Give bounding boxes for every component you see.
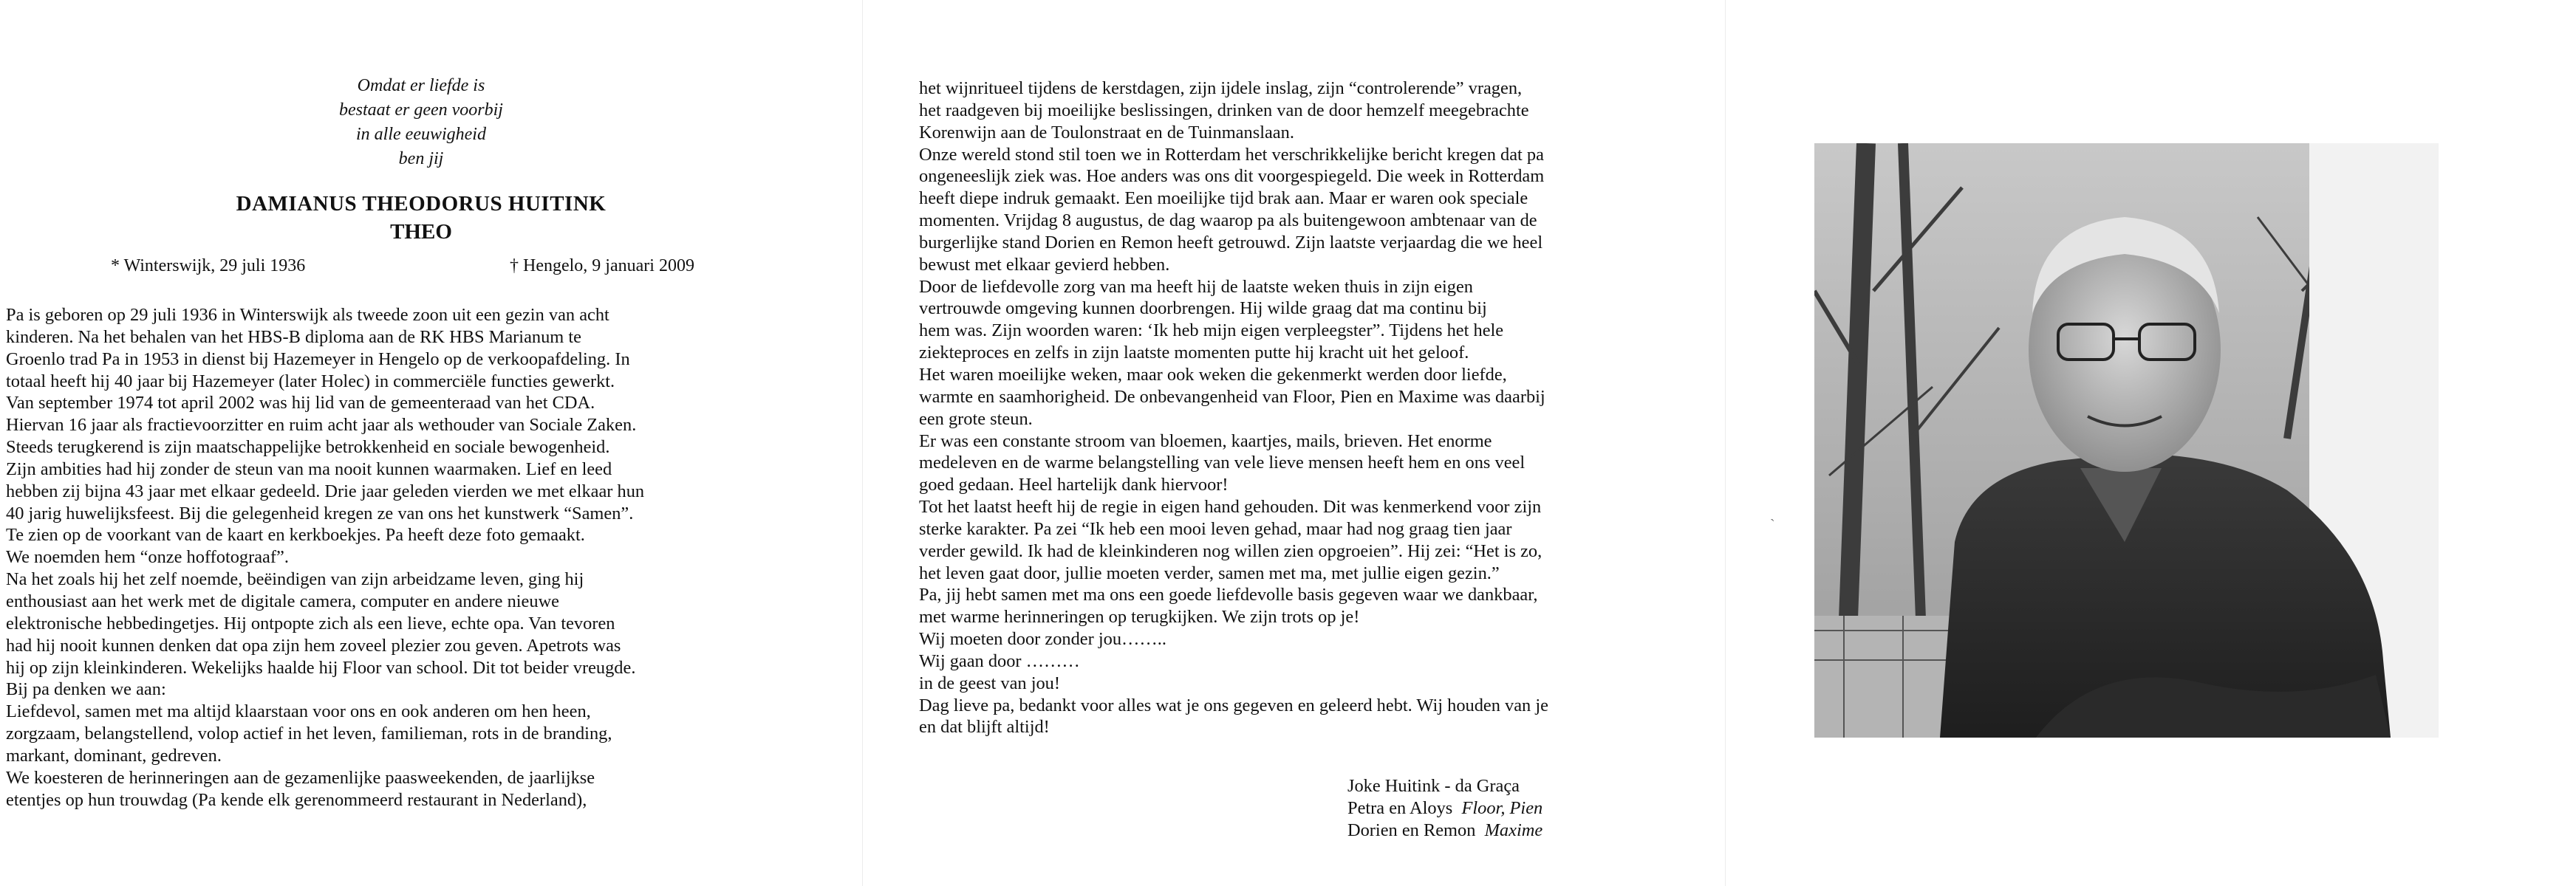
text-line: met warme herinneringen op terugkijken. We zijn trots op je! <box>919 607 1360 628</box>
text-line: Wij moeten door zonder jou…….. <box>919 629 1166 650</box>
signature-names: Joke Huitink - da Graça <box>1347 776 1520 796</box>
text-line: Door de liefdevolle zorg van ma heeft hij de laatste weken thuis in zijn eigen <box>919 276 1473 297</box>
card-panel-middle <box>863 0 1726 886</box>
text-line: hebben zij bijna 43 jaar met elkaar gedeeld. Drie jaar geleden vierden we met elkaar hun <box>6 481 645 501</box>
text-line: medeleven en de warme belangstelling van vele lieve mensen heeft hem en ons veel <box>919 453 1526 473</box>
text-line: heeft diepe indruk gemaakt. Een moeilijke tijd brak aan. Maar er waren ook speciale <box>919 188 1528 209</box>
poem-line: Omdat er liefde is <box>357 76 485 95</box>
text-line: burgerlijke stand Dorien en Remon heeft getrouwd. Zijn laatste verjaardag die we heel <box>919 232 1543 253</box>
death-info: † Hengelo, 9 januari 2009 <box>510 256 694 275</box>
card-panel-left <box>0 0 863 886</box>
text-line: Bij pa denken we aan: <box>6 679 166 700</box>
signature-line <box>1347 797 1542 820</box>
text-line: ongeneeslijk ziek was. Hoe anders was ons dit voorgespiegeld. Die week in Rotterdam <box>919 166 1545 187</box>
text-line: etentjes op hun trouwdag (Pa kende elk gerenommeerd restaurant in Nederland), <box>6 789 587 810</box>
deceased-nickname: THEO <box>390 220 452 244</box>
text-line: ziekteproces en zelfs in zijn laatste momenten putte hij kracht uit het geloof. <box>919 343 1469 363</box>
text-line: hij op zijn kleinkinderen. Wekelijks haalde hij Floor van school. Dit tot beider vreugde. <box>6 657 636 678</box>
text-line: Het waren moeilijke weken, maar ook weken die gekenmerkt werden door liefde, <box>919 364 1507 385</box>
text-line: enthousiast aan het werk met de digitale camera, computer en andere nieuwe <box>6 591 560 611</box>
signature-names: Petra en Aloys <box>1347 798 1453 818</box>
text-line: Dag lieve pa, bedankt voor alles wat je ons gegeven en geleerd hebt. Wij houden van je <box>919 695 1548 715</box>
signature-line <box>1347 775 1542 797</box>
signature-grandchildren: Floor, Pien <box>1461 798 1543 818</box>
poem-line: ben jij <box>398 149 444 168</box>
biography-text-part-2 <box>919 78 1717 738</box>
poem-line: bestaat er geen voorbij <box>339 100 503 120</box>
poem <box>222 74 621 171</box>
text-line: verder gewild. Ik had de kleinkinderen nog willen zien opgroeien”. Hij zei: “Het is zo, <box>919 540 1542 561</box>
text-line: Pa, jij hebt samen met ma ons een goede liefdevolle basis gegeven waar we dankbaar, <box>919 585 1538 605</box>
text-line: totaal heeft hij 40 jaar bij Hazemeyer (later Holec) in commerciële functies gewerkt. <box>6 371 615 391</box>
text-line: hem was. Zijn woorden waren: ‘Ik heb mijn eigen verpleegster”. Tijdens het hele <box>919 320 1504 341</box>
text-line: goed gedaan. Heel hartelijk dank hiervoor! <box>919 475 1229 495</box>
text-line: Pa is geboren op 29 juli 1936 in Winterswijk als tweede zoon uit een gezin van acht <box>6 305 609 325</box>
text-line: Er was een constante stroom van bloemen, kaartjes, mails, brieven. Het enorme <box>919 430 1492 451</box>
signatures <box>1347 775 1542 842</box>
text-line: Steeds terugkerend is zijn maatschappelijke betrokkenheid en sociale bewogenheid. <box>6 437 610 458</box>
card-panel-right <box>1726 0 2576 886</box>
text-line: Korenwijn aan de Toulonstraat en de Tuinmanslaan. <box>919 122 1294 142</box>
birth-info: * Winterswijk, 29 juli 1936 <box>111 256 306 275</box>
text-line: Zijn ambities had hij zonder de steun van ma nooit kunnen waarmaken. Lief en leed <box>6 459 612 479</box>
text-line: kinderen. Na het behalen van het HBS-B diploma aan de RK HBS Marianum te <box>6 326 581 347</box>
deceased-full-name: DAMIANUS THEODORUS HUITINK <box>236 192 607 216</box>
text-line: bewust met elkaar gevierd hebben. <box>919 254 1170 275</box>
text-line: Na het zoals hij het zelf noemde, beëindigen van zijn arbeidzame leven, ging hij <box>6 569 584 590</box>
text-line: 40 jarig huwelijksfeest. Bij die gelegenheid kregen ze van ons het kunstwerk “Samen”. <box>6 503 634 523</box>
text-line: We koesteren de herinneringen aan de gezamenlijke paasweekenden, de jaarlijkse <box>6 767 595 788</box>
text-line: Liefdevol, samen met ma altijd klaarstaan voor ons en ook anderen om hen heen, <box>6 701 591 722</box>
text-line: het raadgeven bij moeilijke beslissingen, drinken van de door hemzelf meegebrachte <box>919 100 1529 120</box>
text-line: had hij nooit kunnen denken dat opa zijn hem zoveel plezier zou geven. Apetrots was <box>6 635 621 656</box>
text-line: Van september 1974 tot april 2002 was hij lid van de gemeenteraad van het CDA. <box>6 393 595 413</box>
portrait-illustration <box>1814 143 2439 738</box>
signature-names: Dorien en Remon <box>1347 820 1476 840</box>
text-line: en dat blijft altijd! <box>919 717 1050 738</box>
text-line: Tot het laatst heeft hij de regie in eigen hand gehouden. Dit was kenmerkend voor zijn <box>919 497 1542 518</box>
text-line: warmte en saamhorigheid. De onbevangenheid van Floor, Pien en Maxime was daarbij <box>919 386 1545 407</box>
text-line: sterke karakter. Pa zei “Ik heb een mooi leven gehad, maar had nog graag tien jaar <box>919 518 1512 539</box>
text-line: Groenlo trad Pa in 1953 in dienst bij Hazemeyer in Hengelo op de verkoopafdeling. In <box>6 348 630 369</box>
text-line: Onze wereld stond stil toen we in Rotterdam het verschrikkelijke bericht kregen dat pa <box>919 144 1544 165</box>
signature-line <box>1347 820 1542 842</box>
text-line: elektronische hebbedingetjes. Hij ontpopte zich als een lieve, echte opa. Van tevoren <box>6 613 615 633</box>
text-line: in de geest van jou! <box>919 673 1061 693</box>
text-line: vertrouwde omgeving kunnen doorbrengen. Hij wilde graag dat ma continu bij <box>919 298 1487 319</box>
text-line: Te zien op de voorkant van de kaart en kerkboekjes. Pa heeft deze foto gemaakt. <box>6 525 585 546</box>
text-line: We noemden hem “onze hoffotograaf”. <box>6 547 289 568</box>
text-line: markant, dominant, gedreven. <box>6 745 222 766</box>
portrait-photo <box>1814 143 2439 738</box>
text-line: Wij gaan door ……… <box>919 650 1080 671</box>
poem-line: in alle eeuwigheid <box>356 125 486 144</box>
signature-grandchildren: Maxime <box>1484 820 1543 840</box>
text-line: het wijnritueel tijdens de kerstdagen, zijn ijdele inslag, zijn “controlerende” vragen, <box>919 78 1523 98</box>
text-line: zorgzaam, belangstellend, volop actief in het leven, familieman, rots in de branding, <box>6 724 612 744</box>
text-line: het leven gaat door, jullie moeten verder, samen met ma, met jullie eigen gezin.” <box>919 563 1500 583</box>
text-line: momenten. Vrijdag 8 augustus, de dag waarop pa als buitengewoon ambtenaar van de <box>919 210 1537 231</box>
biography-text-part-1 <box>6 304 855 811</box>
paper-mark: ` <box>1770 517 1775 533</box>
text-line: een grote steun. <box>919 408 1033 429</box>
text-line: Hiervan 16 jaar als fractievoorzitter en ruim acht jaar als wethouder van Sociale Zaken. <box>6 415 637 436</box>
